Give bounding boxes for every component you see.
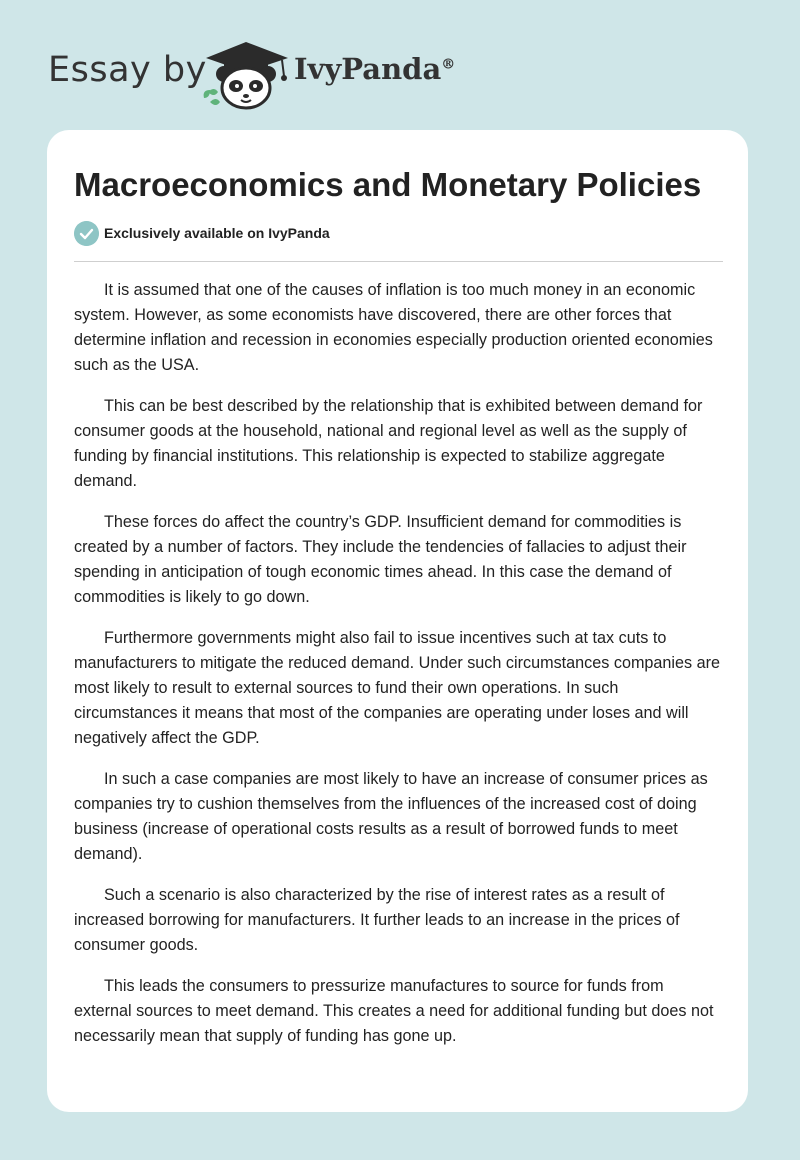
panda-graduate-logo-icon[interactable] (200, 36, 292, 110)
paragraph: Furthermore governments might also fail to issue incentives such at tax cuts to manufacturers to mitigate the reduced demand. Under such circumstances companies are most likely to result to external sources to fund their own operations. In such circumstances it means that most of the companies are operating under loses and will negatively affect the GDP. (74, 629, 721, 747)
paragraph: This leads the consumers to pressurize manufactures to source for funds from external sources to meet demand. This creates a need for additional funding but does not necessarily mean that supply of funding has gone up. (74, 977, 714, 1045)
essay-body (74, 278, 723, 1065)
check-circle-icon (74, 221, 99, 246)
site-header (48, 36, 748, 116)
paragraph: This can be best described by the relationship that is exhibited between demand for consumer goods at the household, national and regional level as well as the supply of funding by financial institutions. This relationship is expected to stabilize aggregate demand. (74, 397, 703, 490)
paragraph: In such a case companies are most likely to have an increase of consumer prices as companies try to cushion themselves from the influences of the increased cost of doing business (increase of operational costs results as a result of borrowed funds to meet demand). (74, 770, 708, 863)
brand-name[interactable]: IvyPanda® (294, 52, 456, 86)
paragraph: These forces do affect the country’s GDP. Insufficient demand for commodities is created by a number of factors. They include the tendencies of fallacies to adjust their spending in anticipation of tough economic times ahead. In this case the demand of commodities is likely to go down. (74, 513, 687, 606)
exclusive-badge-label: Exclusively available on IvyPanda (104, 225, 330, 241)
registered-mark: ® (441, 56, 456, 73)
divider (74, 261, 723, 262)
essay-by-label: Essay by (48, 50, 207, 90)
paragraph: Such a scenario is also characterized by the rise of interest rates as a result of increased borrowing for manufacturers. It further leads to an increase in the prices of consumer goods. (74, 886, 680, 954)
paragraph: It is assumed that one of the causes of inflation is too much money in an economic system. However, as some economists have discovered, there are other forces that determine inflation and recession in economies especially production oriented economies such as the USA. (74, 281, 713, 374)
essay-card (47, 130, 748, 1112)
page-title: Macroeconomics and Monetary Policies (74, 166, 702, 203)
